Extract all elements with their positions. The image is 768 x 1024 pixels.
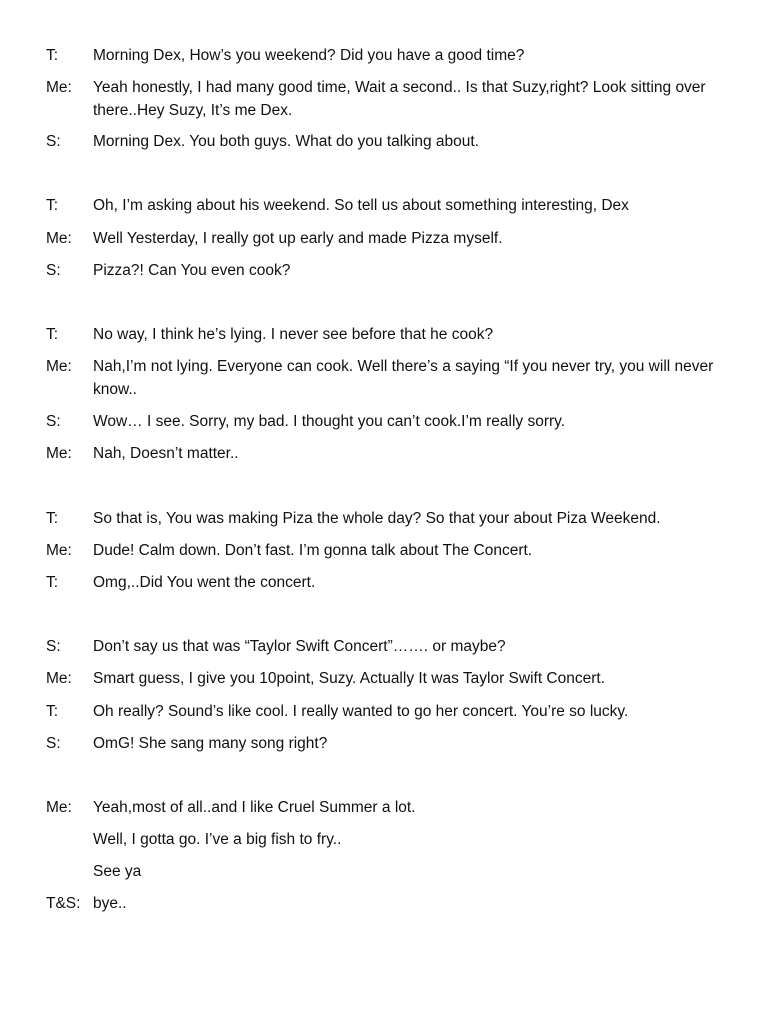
speaker-label: Me: — [46, 670, 72, 687]
dialogue-text: No way, I think he’s lying. I never see before that he cook? — [93, 326, 494, 343]
speaker-label: Me: — [46, 79, 72, 96]
dialogue-text: Smart guess, I give you 10point, Suzy. Actually It was Taylor Swift Concert. — [93, 670, 606, 687]
speaker-label: S: — [46, 735, 61, 752]
speaker-label: T: — [46, 574, 59, 591]
dialogue-text: Morning Dex. You both guys. What do you talking about. — [93, 133, 480, 150]
dialogue-text: Pizza?! Can You even cook? — [93, 262, 291, 279]
dialogue-text: Dude! Calm down. Don’t fast. I’m gonna talk about The Concert. — [93, 542, 533, 559]
dialogue-text: Omg,..Did You went the concert. — [93, 574, 316, 591]
speaker-label: S: — [46, 133, 61, 150]
speaker-label: S: — [46, 262, 61, 279]
speaker-label: Me: — [46, 445, 72, 462]
speaker-label: S: — [46, 638, 61, 655]
speaker-label: T: — [46, 510, 59, 527]
dialogue-text: bye.. — [93, 895, 127, 912]
speaker-label: S: — [46, 413, 61, 430]
dialogue-text: Oh, I’m asking about his weekend. So tell us about something interesting, Dex — [93, 197, 629, 214]
speaker-label: T: — [46, 326, 59, 343]
speaker-label: T: — [46, 703, 59, 720]
dialogue-text: Well, I gotta go. I’ve a big fish to fry.. — [93, 831, 342, 848]
speaker-label: T: — [46, 47, 59, 64]
dialogue-text: Yeah honestly, I had many good time, Wait a second.. Is that Suzy,right? Look sitting over there..Hey Suzy, It’s me Dex. — [93, 79, 706, 119]
dialogue-text: Nah, Doesn’t matter.. — [93, 445, 239, 462]
dialogue-text: Wow… I see. Sorry, my bad. I thought you can’t cook.I’m really sorry. — [93, 413, 566, 430]
dialogue-text: OmG! She sang many song right? — [93, 735, 328, 752]
dialogue-text: Nah,I’m not lying. Everyone can cook. Well there’s a saying “If you never try, you will never know.. — [93, 358, 714, 398]
dialogue-text: Morning Dex, How’s you weekend? Did you have a good time? — [93, 47, 525, 64]
dialogue-text: See ya — [93, 863, 142, 880]
dialogue-text: Don’t say us that was “Taylor Swift Concert”……. or maybe? — [93, 638, 506, 655]
speaker-label: T: — [46, 197, 59, 214]
dialogue-text: So that is, You was making Piza the whole day? So that your about Piza Weekend. — [93, 510, 661, 527]
dialogue-text: Oh really? Sound’s like cool. I really wanted to go her concert. You’re so lucky. — [93, 703, 629, 720]
speaker-label: Me: — [46, 230, 72, 247]
speaker-label: Me: — [46, 542, 72, 559]
speaker-label: Me: — [46, 358, 72, 375]
speaker-label: T&S: — [46, 895, 81, 912]
dialogue-text: Well Yesterday, I really got up early and made Pizza myself. — [93, 230, 503, 247]
dialogue-text: Yeah,most of all..and I like Cruel Summer a lot. — [93, 799, 416, 816]
speaker-label: Me: — [46, 799, 72, 816]
